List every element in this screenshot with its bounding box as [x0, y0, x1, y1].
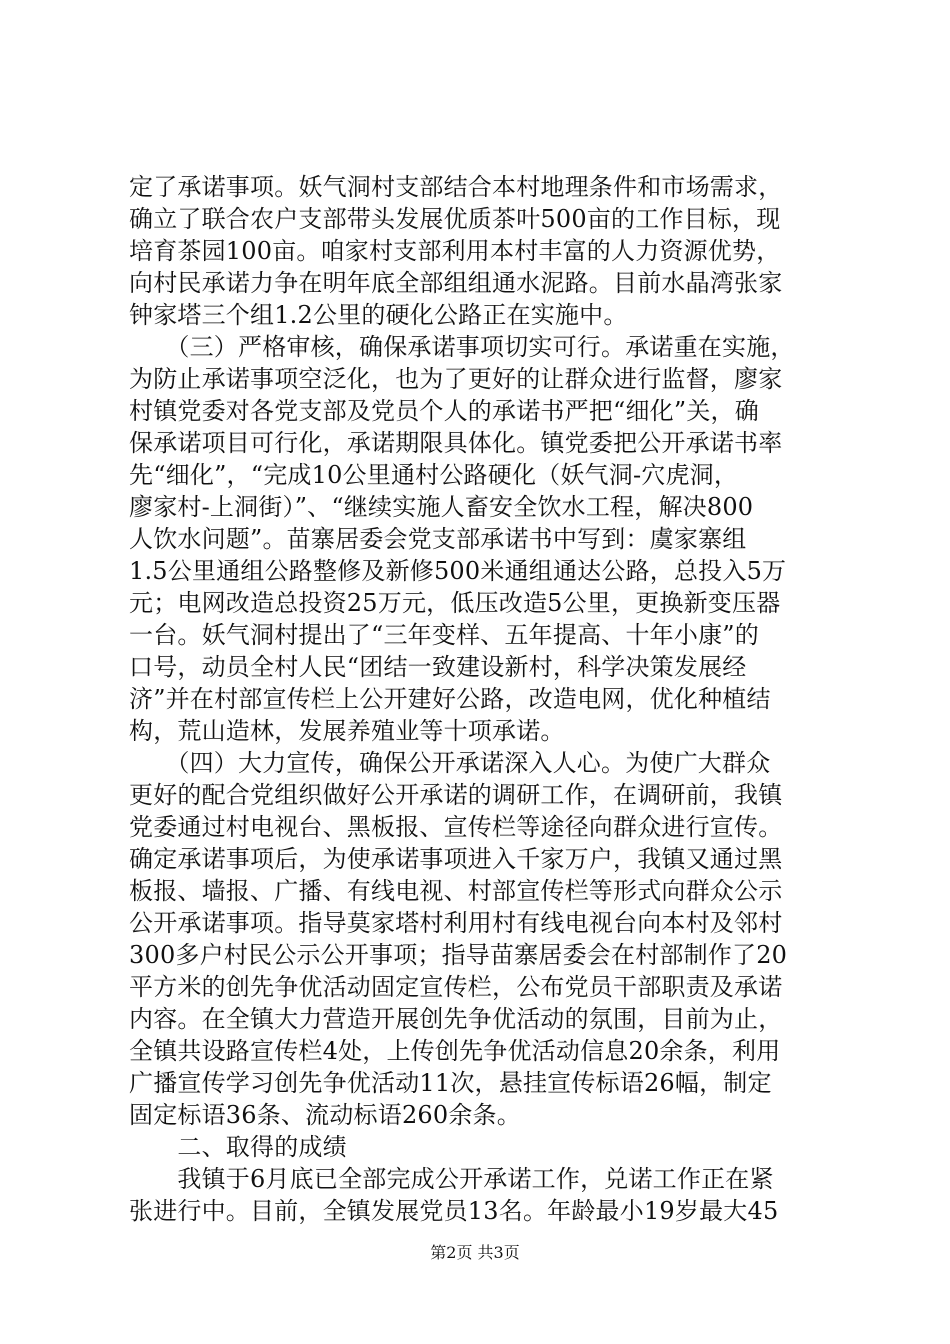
page-footer: 第2页 共3页 — [430, 1243, 520, 1262]
text-line: 培育茶园100亩。咱家村支部利用本村丰富的人力资源优势， — [129, 237, 781, 265]
text-line: 张进行中。目前，全镇发展党员13名。年龄最小19岁最大45 — [129, 1197, 779, 1225]
text-line: 保承诺项目可行化，承诺期限具体化。镇党委把公开承诺书率 — [129, 429, 783, 457]
text-line: 确定承诺事项后，为使承诺事项进入千家万户，我镇又通过黑 — [129, 845, 783, 873]
text-line: 确立了联合农户支部带头发展优质茶叶500亩的工作目标，现 — [129, 205, 781, 233]
text-line: 廖家村-上洞街）”、“继续实施人畜安全饮水工程，解决800 — [129, 493, 754, 521]
text-line: 人饮水问题”。苗寨居委会党支部承诺书中写到：虞家寨组 — [129, 525, 747, 553]
text-line: （三）严格审核，确保承诺事项切实可行。承诺重在实施， — [129, 333, 795, 361]
text-line: 为防止承诺事项空泛化，也为了更好的让群众进行监督，廖家 — [129, 365, 783, 393]
text-line: 公开承诺事项。指导莫家塔村利用村有线电视台向本村及邻村 — [129, 909, 783, 937]
text-line: 300多户村民公示公开事项；指导苗寨居委会在村部制作了20 — [129, 941, 788, 969]
text-line: 内容。在全镇大力营造开展创先争优活动的氛围，目前为止， — [129, 1005, 783, 1033]
text-line: 济”并在村部宣传栏上公开建好公路，改造电网，优化种植结 — [129, 685, 771, 713]
text-line: 我镇于6月底已全部完成公开承诺工作，兑诺工作正在紧 — [129, 1165, 774, 1193]
text-line: 党委通过村电视台、黑板报、宣传栏等途径向群众进行宣传。 — [129, 813, 783, 841]
text-line: 板报、墙报、广播、有线电视、村部宣传栏等形式向群众公示 — [129, 877, 783, 905]
text-line: 全镇共设路宣传栏4处，上传创先争优活动信息20余条，利用 — [129, 1037, 781, 1065]
section-heading: 二、取得的成绩 — [129, 1133, 347, 1161]
text-line: 更好的配合党组织做好公开承诺的调研工作，在调研前，我镇 — [129, 781, 783, 809]
text-line: 广播宣传学习创先争优活动11次，悬挂宣传标语26幅，制定 — [129, 1069, 772, 1097]
text-line: 元；电网改造总投资25万元，低压改造5公里，更换新变压器 — [129, 589, 781, 617]
text-line: 口号，动员全村人民“团结一致建设新村，科学决策发展经 — [129, 653, 747, 681]
text-line: 定了承诺事项。妖气洞村支部结合本村地理条件和市场需求， — [129, 173, 783, 201]
text-line: 1.5公里通组公路整修及新修500米通组通达公路，总投入5万 — [129, 557, 787, 585]
text-line: 钟家塔三个组1.2公里的硬化公路正在实施中。 — [129, 301, 628, 329]
text-line: 构，荒山造林，发展养殖业等十项承诺。 — [129, 717, 565, 745]
text-line: 平方米的创先争优活动固定宣传栏，公布党员干部职责及承诺 — [129, 973, 783, 1001]
text-line: 先“细化”，“完成10公里通村公路硬化（妖气洞-穴虎洞， — [129, 461, 739, 489]
text-line: 固定标语36条、流动标语260余条。 — [129, 1101, 521, 1129]
text-line: （四）大力宣传，确保公开承诺深入人心。为使广大群众 — [129, 749, 771, 777]
text-line: 村镇党委对各党支部及党员个人的承诺书严把“细化”关，确 — [129, 397, 759, 425]
text-line: 向村民承诺力争在明年底全部组组通水泥路。目前水晶湾张家 — [129, 269, 783, 297]
text-line: 一台。妖气洞村提出了“三年变样、五年提高、十年小康”的 — [129, 621, 759, 649]
